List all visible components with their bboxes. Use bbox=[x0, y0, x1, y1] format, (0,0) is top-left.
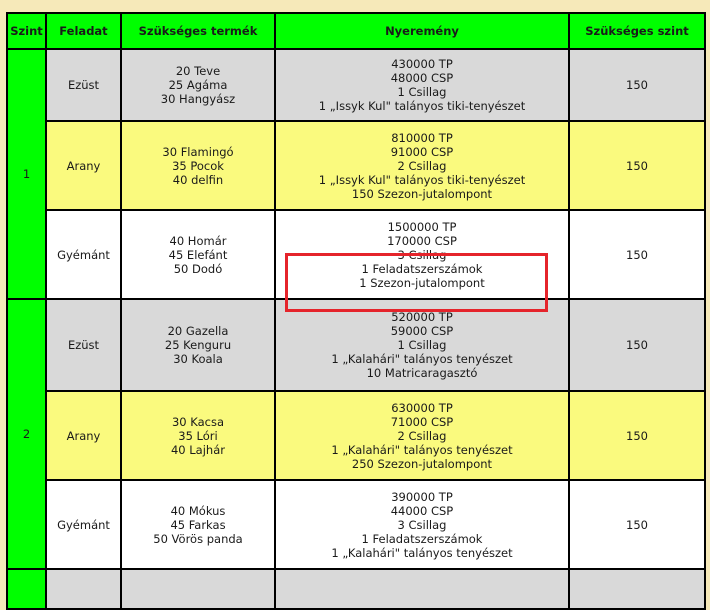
reward-line: 1 Feladatszerszámok bbox=[361, 261, 483, 276]
table-row bbox=[7, 49, 705, 121]
required-level-cell: 150 bbox=[569, 210, 705, 299]
header-feladat: Feladat bbox=[46, 13, 121, 49]
reward-line: 59000 CSP bbox=[390, 324, 454, 338]
task-cell: Arany bbox=[46, 121, 121, 210]
products-cell bbox=[121, 49, 275, 121]
product-line: 20 Teve bbox=[175, 64, 221, 78]
header-nyeremeny: Nyeremény bbox=[275, 13, 569, 49]
reward-line: 1 „Kalahári" talányos tenyészet bbox=[331, 442, 513, 457]
product-line: 40 Homár bbox=[169, 233, 227, 248]
products-cell bbox=[121, 391, 275, 480]
product-line: 35 Lóri bbox=[178, 428, 218, 443]
product-line: 45 Elefánt bbox=[168, 247, 228, 262]
rewards-cell bbox=[275, 569, 569, 609]
product-line: 30 Kacsa bbox=[171, 414, 225, 429]
rewards-cell bbox=[275, 49, 569, 121]
table-row bbox=[7, 391, 705, 480]
level-cell: 1 bbox=[7, 49, 46, 299]
reward-line: 1 „Kalahári" talányos tenyészet bbox=[331, 545, 513, 560]
reward-line: 1 „Issyk Kul" talányos tiki-tenyészet bbox=[318, 172, 526, 187]
reward-line: 1500000 TP bbox=[387, 219, 457, 234]
reward-line: 2 Csillag bbox=[397, 158, 447, 173]
product-line: 20 Gazella bbox=[167, 324, 229, 338]
table-row bbox=[7, 210, 705, 299]
task-cell bbox=[46, 569, 121, 609]
reward-line: 170000 CSP bbox=[387, 233, 457, 248]
reward-line: 44000 CSP bbox=[390, 503, 454, 518]
product-line: 30 Flamingó bbox=[162, 144, 234, 159]
product-line: 25 Agáma bbox=[168, 78, 228, 92]
product-line: 30 Hangyász bbox=[160, 92, 236, 106]
required-level-cell: 150 bbox=[569, 480, 705, 569]
reward-line: 91000 CSP bbox=[390, 144, 454, 159]
required-level-cell bbox=[569, 569, 705, 609]
reward-line: 390000 TP bbox=[391, 489, 453, 504]
product-line: 50 Dodó bbox=[173, 261, 223, 276]
product-line: 30 Koala bbox=[173, 352, 223, 366]
reward-line: 10 Matricaragasztó bbox=[366, 366, 478, 380]
product-line: 40 Lajhár bbox=[170, 442, 225, 457]
product-line: 40 Mókus bbox=[170, 503, 226, 518]
product-line: 40 delfin bbox=[172, 172, 224, 187]
product-line: 25 Kenguru bbox=[164, 338, 232, 352]
rewards-cell bbox=[275, 480, 569, 569]
reward-line: 1 „Kalahári" talányos tenyészet bbox=[331, 352, 513, 366]
header-szukseges-szint: Szükséges szint bbox=[569, 13, 705, 49]
reward-line: 1 Szezon-jutalompont bbox=[359, 275, 485, 290]
rewards-table bbox=[6, 12, 706, 610]
rewards-cell bbox=[275, 210, 569, 299]
reward-line: 1 Csillag bbox=[397, 338, 447, 352]
task-cell: Gyémánt bbox=[46, 210, 121, 299]
task-cell: Gyémánt bbox=[46, 480, 121, 569]
level-cell bbox=[7, 569, 46, 609]
task-cell: Arany bbox=[46, 391, 121, 480]
task-cell: Ezüst bbox=[46, 299, 121, 391]
required-level-cell: 150 bbox=[569, 299, 705, 391]
header-row bbox=[7, 13, 705, 49]
products-cell bbox=[121, 569, 275, 609]
table-row bbox=[7, 480, 705, 569]
reward-line: 48000 CSP bbox=[390, 71, 454, 85]
products-cell bbox=[121, 210, 275, 299]
rewards-table-container bbox=[6, 12, 706, 610]
product-line: 45 Farkas bbox=[170, 517, 226, 532]
products-cell bbox=[121, 299, 275, 391]
reward-line: 1 Feladatszerszámok bbox=[361, 531, 483, 546]
required-level-cell: 150 bbox=[569, 391, 705, 480]
reward-line: 1 Csillag bbox=[397, 85, 447, 99]
reward-line: 3 Csillag bbox=[397, 247, 447, 262]
required-level-cell: 150 bbox=[569, 121, 705, 210]
product-line: 50 Vörös panda bbox=[153, 531, 243, 546]
reward-line: 2 Csillag bbox=[397, 428, 447, 443]
reward-line: 250 Szezon-jutalompont bbox=[351, 456, 493, 471]
header-szint: Szint bbox=[7, 13, 46, 49]
reward-line: 3 Csillag bbox=[397, 517, 447, 532]
reward-line: 150 Szezon-jutalompont bbox=[351, 186, 493, 201]
product-line: 35 Pocok bbox=[172, 158, 224, 173]
rewards-cell bbox=[275, 121, 569, 210]
table-row bbox=[7, 299, 705, 391]
rewards-cell bbox=[275, 299, 569, 391]
header-termek: Szükséges termék bbox=[121, 13, 275, 49]
table-row bbox=[7, 569, 705, 609]
reward-line: 520000 TP bbox=[391, 310, 453, 324]
table-row bbox=[7, 121, 705, 210]
task-cell: Ezüst bbox=[46, 49, 121, 121]
required-level-cell: 150 bbox=[569, 49, 705, 121]
level-cell: 2 bbox=[7, 299, 46, 569]
reward-line: 1 „Issyk Kul" talányos tiki-tenyészet bbox=[318, 99, 526, 113]
reward-line: 430000 TP bbox=[391, 57, 453, 71]
products-cell bbox=[121, 121, 275, 210]
reward-line: 810000 TP bbox=[391, 130, 453, 145]
reward-line: 71000 CSP bbox=[390, 414, 454, 429]
rewards-cell bbox=[275, 391, 569, 480]
reward-line: 630000 TP bbox=[391, 400, 453, 415]
products-cell bbox=[121, 480, 275, 569]
